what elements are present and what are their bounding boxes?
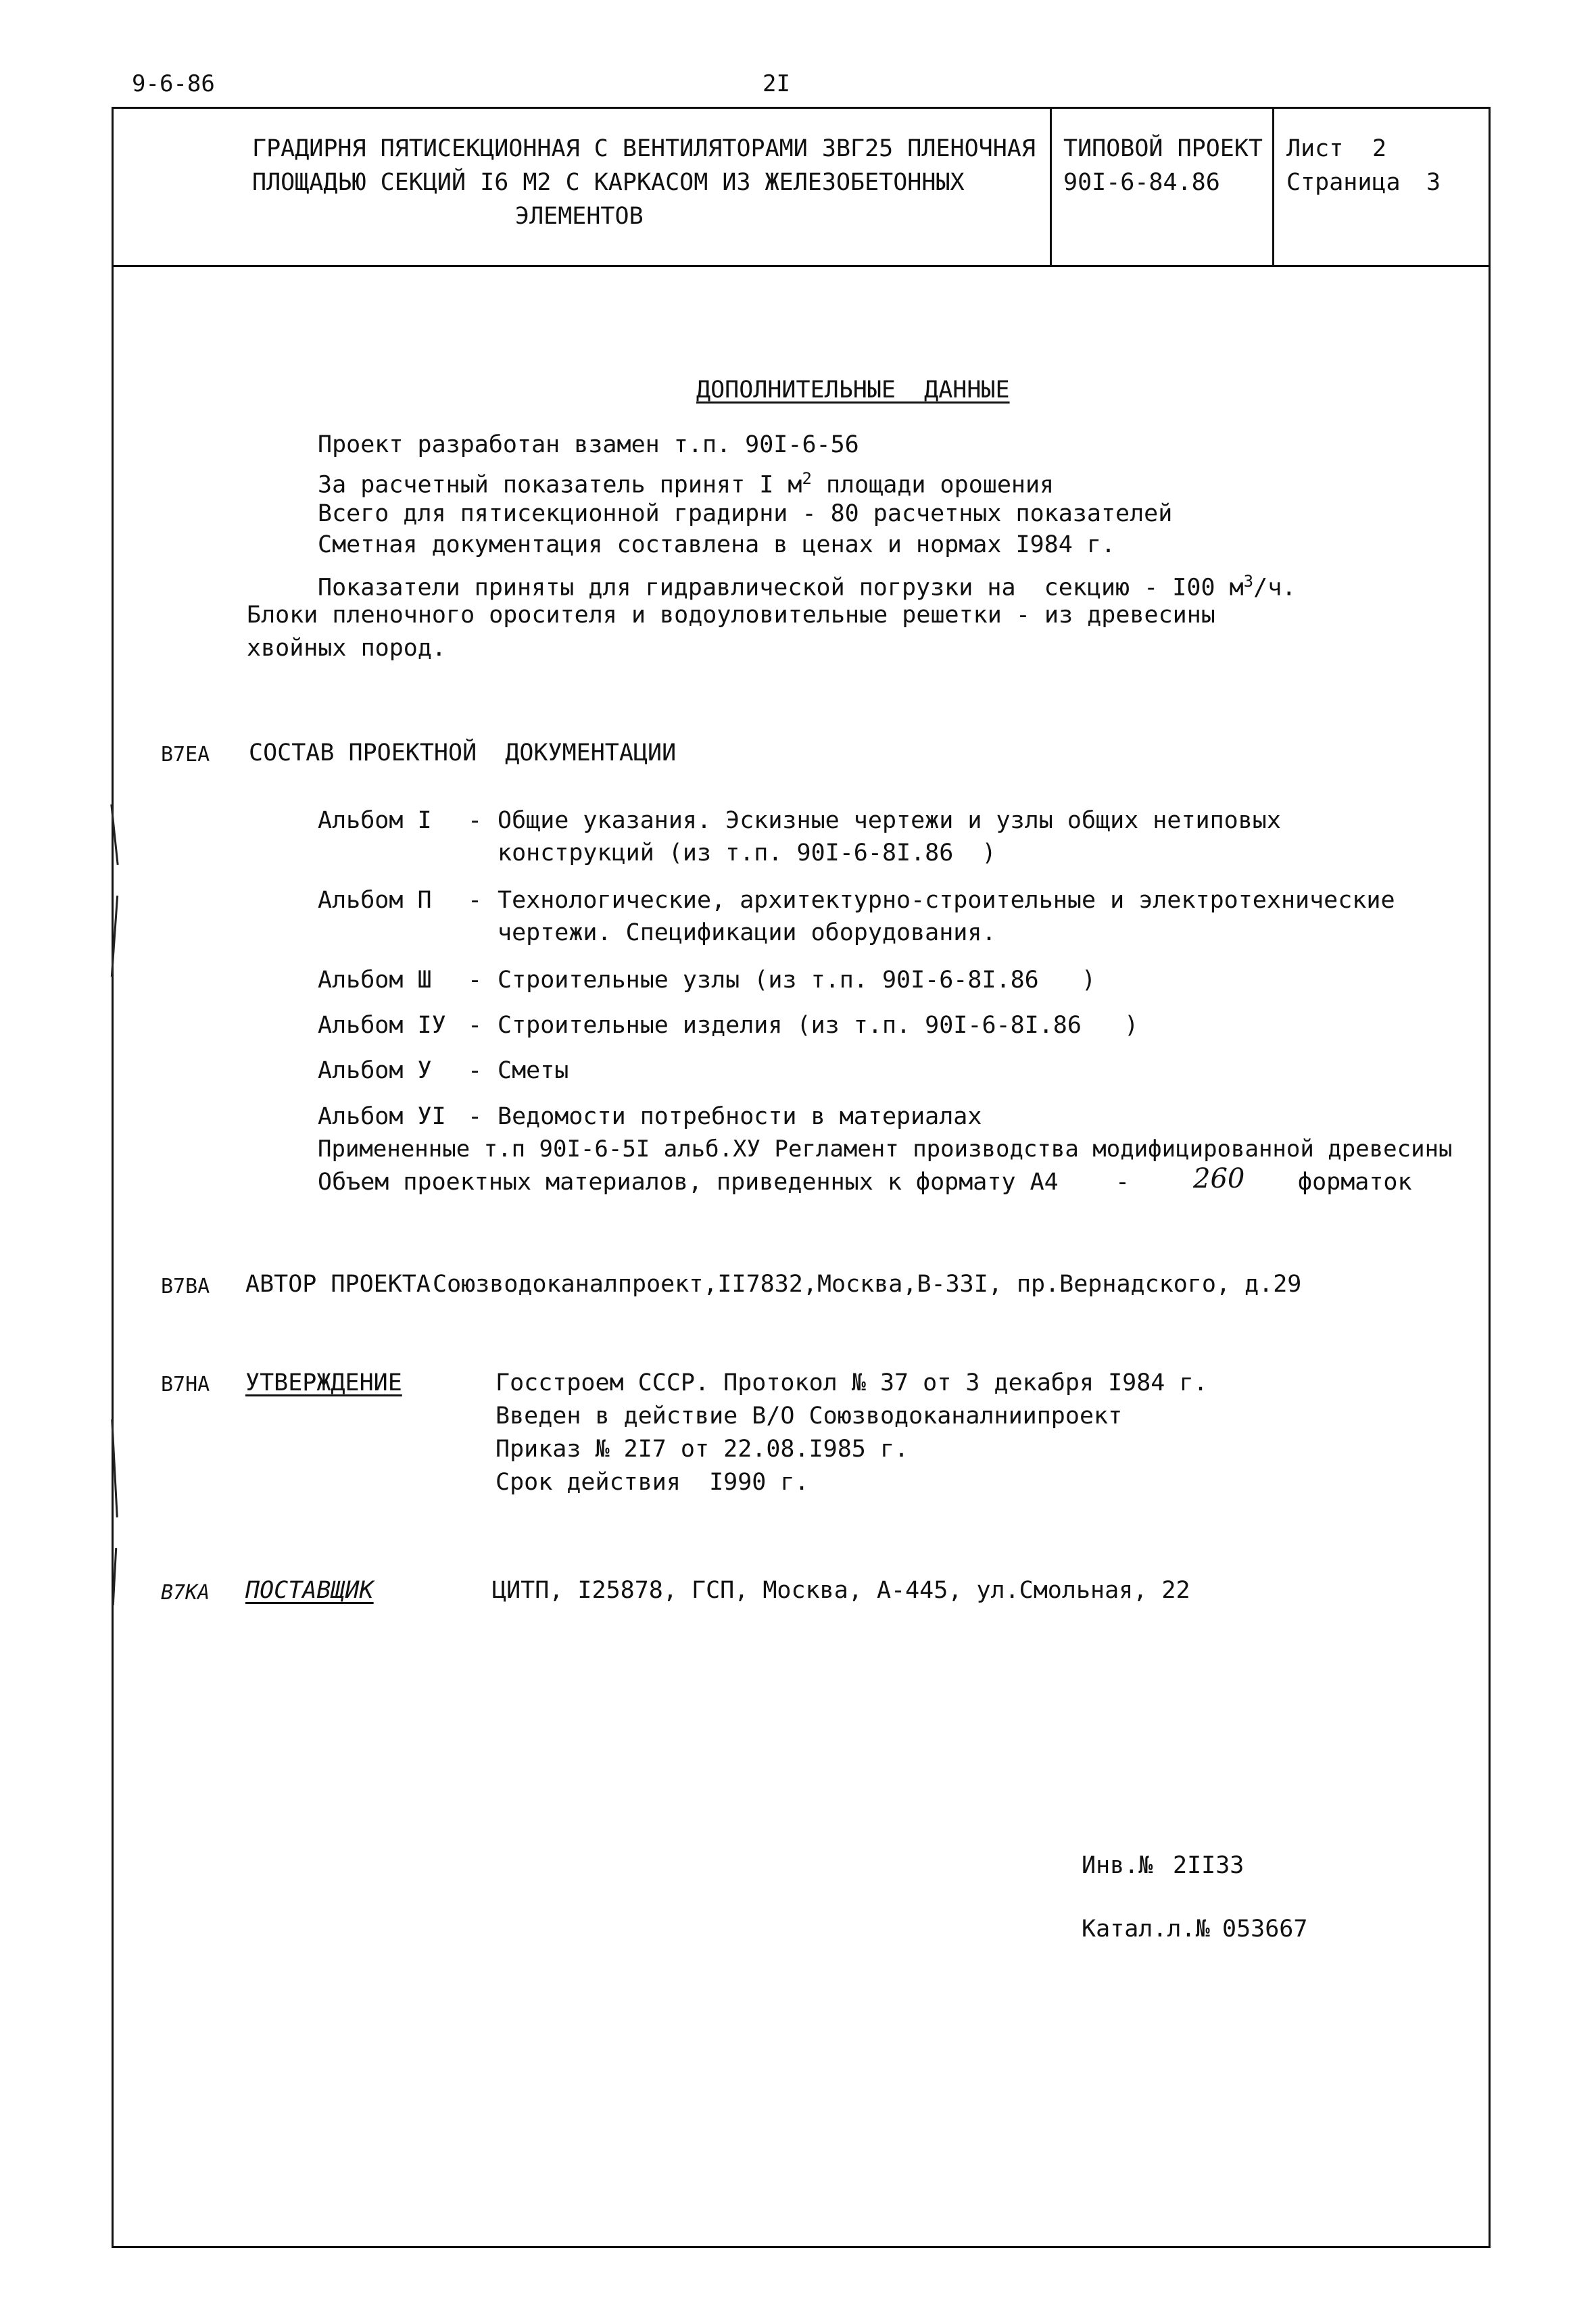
album-4-dash: - bbox=[468, 1012, 483, 1039]
album-3-label: Альбом Ш bbox=[318, 967, 432, 994]
catalog-label: Катал.л.№ bbox=[1082, 1916, 1210, 1943]
album-1-label: Альбом I bbox=[318, 807, 432, 834]
page-value: 3 bbox=[1426, 169, 1441, 196]
album-2-line-1: Технологические, архитектурно-строительные и электротехнические bbox=[498, 887, 1395, 914]
album-3-line-1: Строительные узлы (из т.п. 90I-6-8I.86 ) bbox=[498, 967, 1096, 994]
sheet-label: Лист bbox=[1286, 135, 1344, 162]
album-2-dash: - bbox=[468, 887, 483, 914]
inventory-value: 2II33 bbox=[1173, 1852, 1244, 1879]
author-label: АВТОР ПРОЕКТА bbox=[245, 1271, 431, 1298]
approval-label: УТВЕРЖДЕНИЕ bbox=[245, 1369, 402, 1396]
album-6-line-1: Ведомости потребности в материалах bbox=[498, 1103, 982, 1130]
album-6-dash: - bbox=[468, 1103, 483, 1130]
approval-code: В7НА bbox=[161, 1373, 210, 1396]
supplier-code: В7КА bbox=[161, 1581, 210, 1605]
sheet-value: 2 bbox=[1372, 135, 1387, 162]
document-code: 9-6-86 bbox=[132, 70, 215, 97]
title-line-3: ЭЛЕМЕНТОВ bbox=[515, 203, 644, 230]
supplier-text: ЦИТП, I25878, ГСП, Москва, А-445, ул.Смольная, 22 bbox=[492, 1577, 1190, 1604]
album-6-label: Альбом УI bbox=[318, 1103, 446, 1130]
project-label: ТИПОВОЙ ПРОЕКТ bbox=[1063, 135, 1263, 162]
title-line-1: ГРАДИРНЯ ПЯТИСЕКЦИОННАЯ С ВЕНТИЛЯТОРАМИ 3ВГ25 ПЛЕНОЧНАЯ bbox=[252, 135, 1036, 162]
composition-heading: СОСТАВ ПРОЕКТНОЙ ДОКУМЕНТАЦИИ bbox=[249, 739, 677, 766]
volume-line-prefix: Объем проектных материалов, приведенных к формату А4 bbox=[318, 1169, 1059, 1196]
album-5-label: Альбом У bbox=[318, 1057, 432, 1084]
album-5-line-1: Сметы bbox=[498, 1057, 569, 1084]
project-number: 90I-6-84.86 bbox=[1063, 169, 1220, 196]
album-1-line-1: Общие указания. Эскизные чертежи и узлы общих нетиповых bbox=[498, 807, 1281, 834]
title-line-2: ПЛОЩАДЬЮ СЕКЦИЙ I6 М2 С КАРКАСОМ ИЗ ЖЕЛЕЗОБЕТОННЫХ bbox=[252, 169, 965, 196]
additional-line-5: Показатели приняты для гидравлической погрузки на секцию - I00 $м^3/ч$. bbox=[318, 572, 1297, 602]
additional-line-1: Проект разработан взамен т.п. 90I-6-56 bbox=[318, 431, 859, 458]
title-block-divider bbox=[112, 265, 1491, 267]
volume-dash: - bbox=[1115, 1169, 1130, 1196]
composition-code: В7ЕА bbox=[161, 743, 210, 766]
album-2-line-2: чертежи. Спецификации оборудования. bbox=[498, 919, 996, 946]
album-1-line-2: конструкций (из т.п. 90I-6-8I.86 ) bbox=[498, 839, 996, 867]
approval-line-1: Госстроем СССР. Протокол № 37 от 3 декабря I984 г. bbox=[495, 1369, 1208, 1396]
approval-line-3: Приказ № 2I7 от 22.08.I985 г. bbox=[495, 1436, 909, 1463]
album-5-dash: - bbox=[468, 1057, 483, 1084]
additional-line-6: Блоки пленочного оросителя и водоуловительные решетки - из древесины bbox=[247, 602, 1215, 629]
additional-line-7: хвойных пород. bbox=[247, 635, 447, 662]
catalog-value: 053667 bbox=[1222, 1916, 1308, 1943]
album-4-line-1: Строительные изделия (из т.п. 90I-6-8I.86 ) bbox=[498, 1012, 1139, 1039]
volume-count-handwritten: 260 bbox=[1193, 1163, 1245, 1194]
additional-line-4: Сметная документация составлена в ценах и нормах I984 г. bbox=[318, 531, 1116, 558]
author-text: Союзводоканалпроект,II7832,Москва,В-33I, пр.Вернадского, д.29 bbox=[433, 1271, 1302, 1298]
title-block-separator-2 bbox=[1272, 107, 1274, 266]
album-3-dash: - bbox=[468, 967, 483, 994]
page-number: 2I bbox=[763, 70, 790, 97]
additional-line-3: Всего для пятисекционной градирни - 80 расчетных показателей bbox=[318, 500, 1173, 527]
additional-data-heading: ДОПОЛНИТЕЛЬНЫЕ ДАННЫЕ bbox=[696, 376, 1010, 404]
page-label: Страница bbox=[1286, 169, 1401, 196]
title-block-separator-1 bbox=[1050, 107, 1052, 266]
album-1-dash: - bbox=[468, 807, 483, 834]
album-4-label: Альбом IУ bbox=[318, 1012, 446, 1039]
supplier-label: ПОСТАВЩИК bbox=[245, 1577, 374, 1604]
author-code: В7ВА bbox=[161, 1275, 210, 1298]
approval-line-4: Срок действия I990 г. bbox=[495, 1469, 809, 1496]
approval-line-2: Введен в действие В/О Союзводоканалниипроект bbox=[495, 1403, 1123, 1430]
inventory-label: Инв.№ bbox=[1082, 1852, 1153, 1879]
additional-line-2: За расчетный показатель принят I $м^2$ площади орошения bbox=[318, 469, 1055, 499]
volume-suffix: форматок bbox=[1298, 1169, 1412, 1196]
applied-projects-line: Примененные т.п 90I-6-5I альб.ХУ Регламент производства модифицированной древесины bbox=[318, 1136, 1453, 1163]
album-2-label: Альбом П bbox=[318, 887, 432, 914]
